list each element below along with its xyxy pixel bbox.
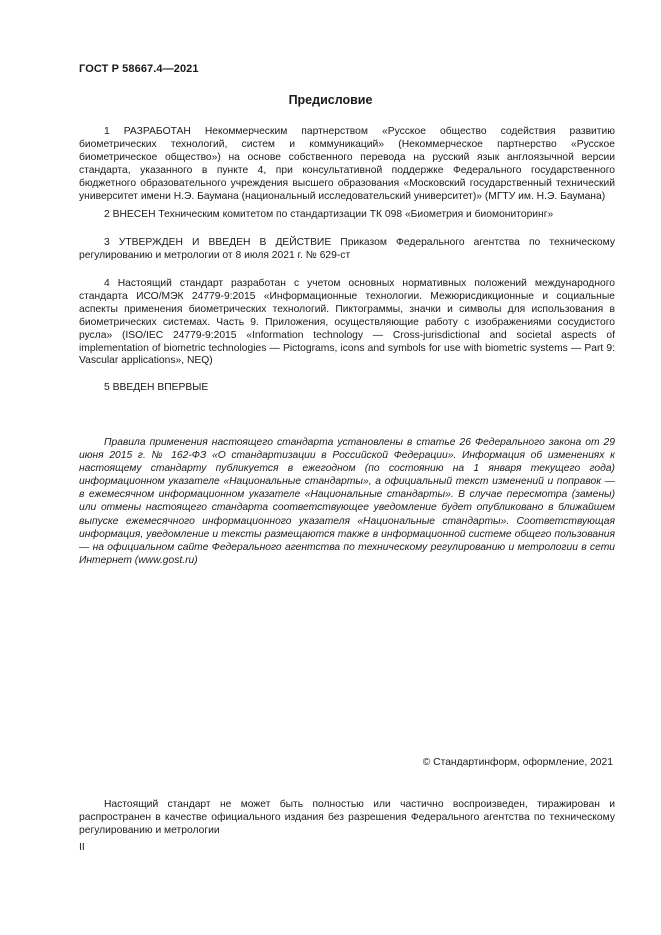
page-number: II [79,842,85,853]
item-1 [79,126,615,203]
item-2-text: 2 ВНЕСЕН Техническим комитетом по стандартизации ТК 098 «Биометрия и биомониторинг» [104,209,554,220]
item-1-text: 1 РАЗРАБОТАН Некоммерческим партнерством «Русское общество содействия развитию биометрических технологий, систем и коммуникаций» (Некоммерческое партнерство «Русское биометрическое общество») на основе собственного перевода на русский язык англоязычной версии стандарта, указанного в пункте 4, при консультативной поддержке Федерального государственного бюджетного образовательного учреждения высшего образования «Московский государственный технический университет имени Н.Э. Баумана (национальный исследовательский университет)» (МГТУ им. Н.Э. Баумана) [79,126,615,202]
item-3 [79,237,615,263]
reproduction-notice [79,798,615,837]
item-3-text: 3 УТВЕРЖДЕН И ВВЕДЕН В ДЕЙСТВИЕ Приказом Федерального агентства по техническому регулированию и метрологии от 8 июля 2021 г. № 629-ст [79,237,615,261]
item-4-text: 4 Настоящий стандарт разработан с учетом основных нормативных положений международного стандарта ИСО/МЭК 24779-9:2015 «Информационные технологии. Межюрисдикционные и социальные аспекты применения биометрических технологий. Пиктограммы, значки и символы для использования в биометрических системах. Часть 9. Приложения, осуществляющие работу с изображениями сосудистого русла» (ISO/IEC 24779-9:2015 «Information technology — Cross-jurisdictional and societal aspects of implementation of biometric technologies — Pictograms, icons and symbols for use with biometric systems — Part 9: Vascular applications», NEQ) [79,278,615,367]
section-title: Предисловие [288,93,373,107]
standard-header: ГОСТ Р 58667.4—2021 [79,63,199,75]
item-5-text: 5 ВВЕДЕН ВПЕРВЫЕ [104,382,209,393]
copyright-line: © Стандартинформ, оформление, 2021 [422,757,613,768]
item-4 [79,278,615,368]
item-5 [79,382,615,395]
reproduction-notice-text: Настоящий стандарт не может быть полностью или частично воспроизведен, тиражирован и распространен в качестве официального издания без разрешения Федерального агентства по техническому регулированию и метрологии [79,799,615,837]
application-note [79,436,615,567]
item-2 [79,209,615,222]
application-note-text: Правила применения настоящего стандарта установлены в статье 26 Федерального закона от 29 июня 2015 г. № 162-ФЗ «О стандартизации в Российской Федерации». Информация об изменениях к настоящему стандарту публикуется в ежегодном (по состоянию на 1 января текущего года) информационном указателе «Национальные стандарты», а официальный текст изменений и поправок — в ежемесячном информационном указателе «Национальные стандарты». В случае пересмотра (замены) или отмены настоящего стандарта соответствующее уведомление будет опубликовано в ближайшем выпуске ежемесячного информационного указателя «Национальные стандарты». Соответствующая информация, уведомление и тексты размещаются также в информационной системе общего пользования — на официальном сайте Федерального агентства по техническому регулированию и метрологии в сети Интернет (www.gost.ru) [79,437,615,566]
